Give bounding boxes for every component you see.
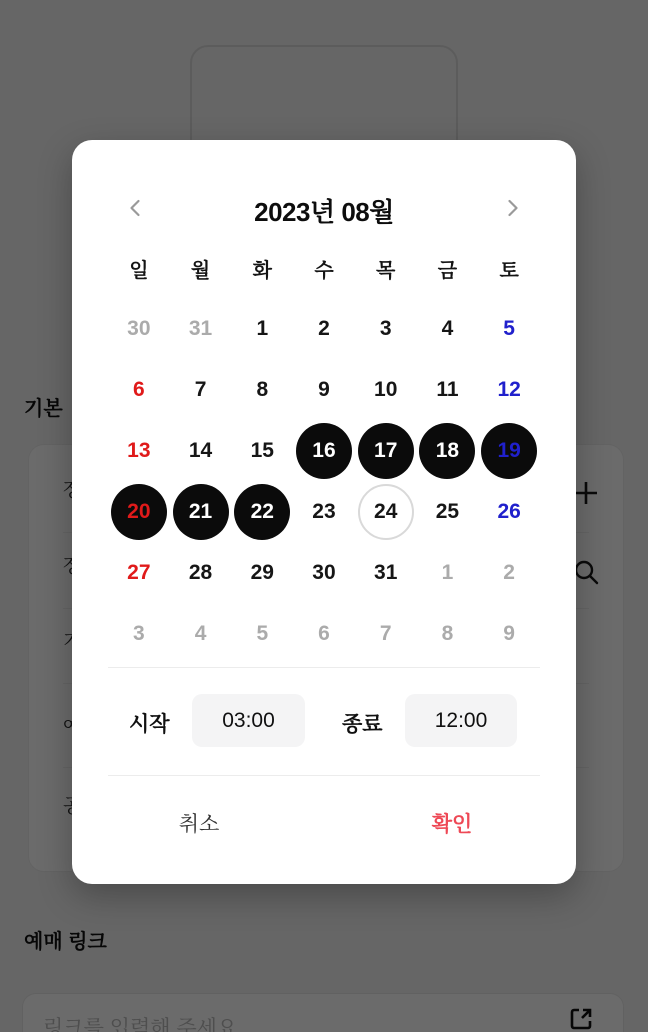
- day-cell[interactable]: 2: [318, 316, 330, 340]
- date-picker-modal: [72, 140, 576, 884]
- chevron-right-icon[interactable]: [500, 196, 524, 220]
- day-cell[interactable]: 10: [374, 377, 398, 401]
- weekday-wed: 수: [314, 259, 334, 282]
- day-cell[interactable]: 5: [503, 316, 515, 340]
- day-cell[interactable]: 16: [296, 423, 352, 479]
- weekday-sat: 토: [499, 259, 519, 282]
- weekday-tue: 화: [252, 259, 272, 282]
- weekday-thu: 목: [376, 259, 396, 282]
- day-cell[interactable]: 9: [318, 377, 330, 401]
- day-cell[interactable]: 7: [379, 621, 392, 645]
- day-cell[interactable]: 30: [127, 316, 151, 340]
- day-cell[interactable]: 27: [127, 560, 151, 584]
- day-cell[interactable]: 9: [503, 621, 515, 645]
- day-cell[interactable]: 5: [256, 621, 269, 645]
- day-cell[interactable]: 31: [188, 316, 213, 340]
- day-cell[interactable]: 17: [358, 423, 414, 479]
- day-cell[interactable]: 14: [188, 438, 213, 462]
- weekday-header-row: [108, 248, 540, 288]
- weekday-fri: 금: [437, 259, 458, 282]
- day-cell[interactable]: 23: [312, 499, 336, 523]
- day-cell[interactable]: 8: [256, 377, 269, 401]
- day-cell[interactable]: 28: [188, 560, 213, 584]
- day-cell[interactable]: 6: [318, 621, 330, 645]
- cancel-button[interactable]: 취소: [129, 800, 269, 846]
- day-cell[interactable]: 6: [133, 377, 145, 401]
- start-time-label: 시작: [129, 713, 170, 736]
- day-cell[interactable]: 4: [441, 316, 454, 340]
- confirm-button[interactable]: 확인: [382, 800, 522, 846]
- day-cell[interactable]: 22: [234, 484, 290, 540]
- weekday-mon: 월: [190, 259, 211, 282]
- day-cell[interactable]: 21: [173, 484, 229, 540]
- day-cell[interactable]: 2: [503, 560, 515, 584]
- day-cell[interactable]: 12: [497, 377, 521, 401]
- divider: [108, 775, 540, 776]
- day-cell[interactable]: 20: [111, 484, 167, 540]
- end-time-label: 종료: [342, 713, 383, 736]
- day-cell[interactable]: 8: [441, 621, 454, 645]
- day-cell[interactable]: 15: [250, 438, 274, 462]
- calendar-days-grid: [108, 298, 540, 664]
- day-cell[interactable]: 19: [481, 423, 537, 479]
- day-cell[interactable]: 25: [435, 499, 460, 523]
- day-cell[interactable]: 1: [256, 316, 269, 340]
- day-cell[interactable]: 13: [127, 438, 151, 462]
- divider: [108, 667, 540, 668]
- calendar-nav: [72, 188, 576, 228]
- start-time-input[interactable]: 03:00: [192, 694, 305, 747]
- day-cell[interactable]: 11: [436, 377, 459, 401]
- day-cell[interactable]: 24: [358, 484, 414, 540]
- day-cell[interactable]: 1: [441, 560, 454, 584]
- day-cell[interactable]: 30: [312, 560, 336, 584]
- day-cell[interactable]: 29: [250, 560, 274, 584]
- calendar-month-title: 2023년 08월: [254, 197, 394, 227]
- day-cell[interactable]: 3: [133, 621, 145, 645]
- day-cell[interactable]: 18: [419, 423, 475, 479]
- day-cell[interactable]: 4: [194, 621, 207, 645]
- day-cell[interactable]: 7: [194, 377, 207, 401]
- day-cell[interactable]: 31: [374, 560, 398, 584]
- weekday-sun: 일: [129, 259, 149, 282]
- day-cell[interactable]: 26: [497, 499, 521, 523]
- day-cell[interactable]: 3: [379, 316, 392, 340]
- end-time-input[interactable]: 12:00: [405, 694, 517, 747]
